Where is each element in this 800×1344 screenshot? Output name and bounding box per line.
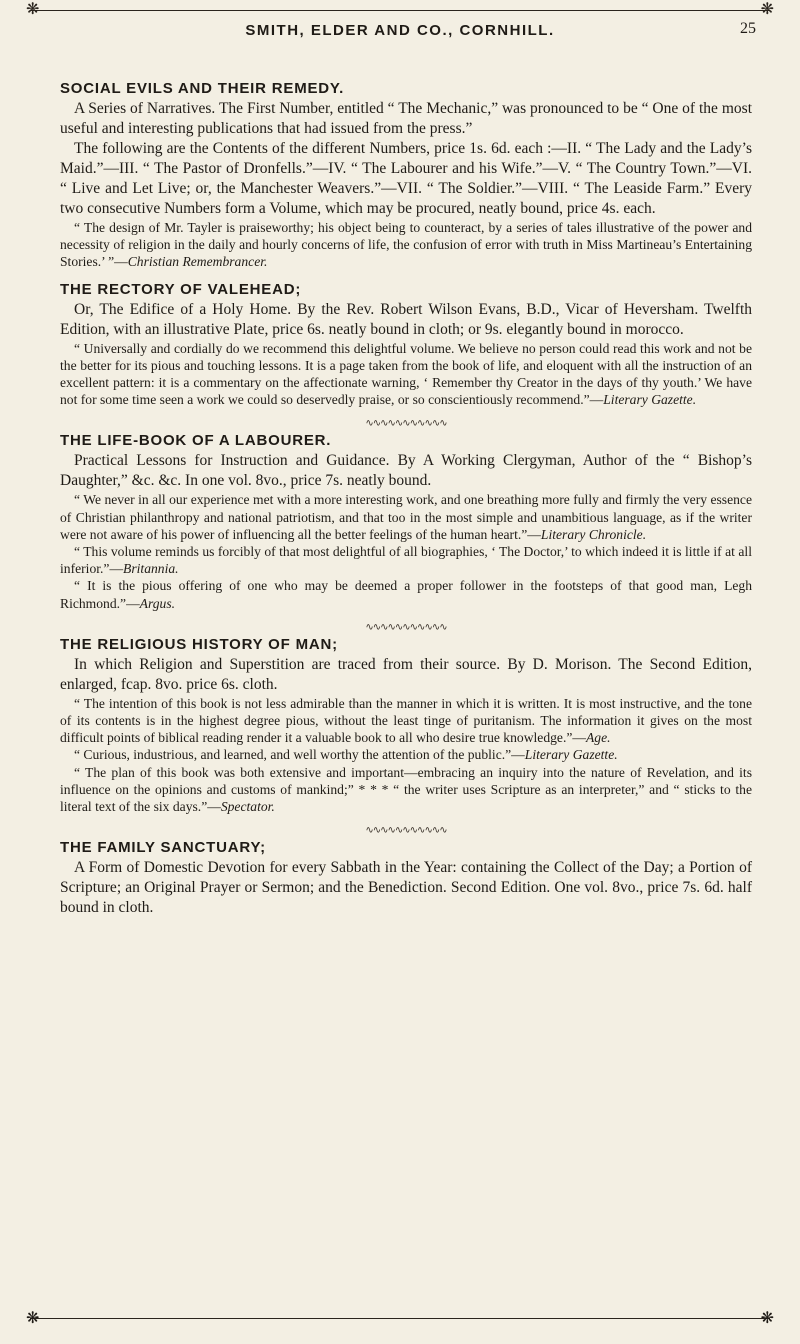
review-text: “ This volume reminds us forcibly of that most delightful of all biographies, ‘ The Doctor,’ to which indeed it is little if at all inferior.”— (60, 544, 752, 577)
section-lead: A Form of Domestic Devotion for every Sabbath in the Year: containing the Collect of the Day; a Portion of Scripture; an Original Prayer or Sermon; and the Benediction. Second Edition. One vol. 8vo., price 7s. 6d. half bound in cloth. (60, 859, 752, 917)
review-source: Literary Gazette. (603, 392, 697, 408)
corner-ornament-icon: ❋ (760, 1, 774, 18)
footer-rule (26, 1310, 774, 1327)
review-text: “ The design of Mr. Tayler is praiseworthy; his object being to counteract, by a series of tales illustrative of the power and necessity of religion in the daily and hourly concerns of life, the confusion of error with truth in Miss Martineau’s Entertaining Stories.’ ”— (60, 220, 752, 270)
corner-ornament-icon: ❋ (760, 1310, 774, 1327)
review-quote (60, 219, 752, 271)
advert-family-sanctuary (60, 839, 752, 918)
section-title: THE LIFE-BOOK OF A LABOURER. (60, 432, 332, 450)
page-number: 25 (740, 20, 756, 37)
review-source: Spectator. (220, 799, 275, 815)
review-text: “ The intention of this book is not less admirable than the manner in which it is written. It is most instructive, and the tone of its contents is in the highest degree pious, without the least tinge of puritanism. The information it gives on the most difficult points of biblical reading render it a valuable book to all who desire true knowledge.”— (60, 695, 752, 746)
advert-life-book-of-a-labourer (60, 432, 752, 611)
section-title: THE FAMILY SANCTUARY; (60, 839, 266, 857)
advert-religious-history-of-man (60, 636, 752, 815)
review-source: Literary Gazette. (524, 747, 618, 763)
separator-ornament: ∿∿∿∿∿∿∿∿∿∿∿ (365, 621, 447, 633)
review-quote (60, 340, 752, 409)
review-source: Britannia. (123, 561, 179, 577)
section-lead: In which Religion and Superstition are traced from their source. By D. Morison. The Second Edition, enlarged, fcap. 8vo. price 6s. cloth. (60, 655, 752, 693)
review-source: Literary Chronicle. (540, 526, 647, 542)
section-title: THE RELIGIOUS HISTORY OF MAN; (60, 635, 338, 653)
review-text: “ Universally and cordially do we recommend this delightful volume. We believe no person could read this work and not be the better for its pious and touching lessons. It is a page taken from the book of life, and eloquent with all the instruction of an excellent pattern: it is a commentary on the affectionate warning, ‘ Remember thy Creator in the days of thy youth.’ We have not for some time seen a work we could so deservedly praise, or so conscientiously recommend.”— (60, 340, 752, 408)
review-source: Argus. (139, 595, 176, 611)
section-lead: Or, The Edifice of a Holy Home. By the Rev. Robert Wilson Evans, B.D., Vicar of Heversham. Twelfth Edition, with an illustrative Plate, price 6s. neatly bound in cloth; or 9s. elegantly bound in morocco. (60, 300, 752, 338)
section-title: THE RECTORY OF VALEHEAD; (60, 280, 302, 298)
running-head: SMITH, ELDER AND CO., CORNHILL. (245, 22, 555, 39)
section-lead: A Series of Narratives. The First Number, entitled “ The Mechanic,” was pronounced to be “ One of the most useful and interesting publications that had issued from the press.” (60, 100, 752, 137)
section-lead: Practical Lessons for Instruction and Guidance. By A Working Clergyman, Author of the “ Bishop’s Daughter,” &c. &c. In one vol. 8vo., price 7s. neatly bound. (60, 452, 752, 490)
header-rule (30, 10, 770, 11)
review-quote (60, 764, 752, 816)
review-text: “ It is the pious offering of one who may be deemed a proper follower in the footsteps of that good man, Legh Richmond.”— (60, 578, 752, 611)
section-title: SOCIAL EVILS AND THEIR REMEDY. (60, 80, 345, 97)
advert-rectory-of-valehead (60, 281, 752, 409)
review-quote (60, 491, 752, 543)
advert-social-evils (60, 80, 752, 271)
review-quote (60, 577, 752, 611)
review-quote (60, 543, 752, 577)
page-header (26, 1, 774, 46)
corner-ornament-icon: ❋ (26, 1, 40, 18)
section-body: The following are the Contents of the different Numbers, price 1s. 6d. each :—II. “ The Lady and the Lady’s Maid.”—III. “ The Pastor of Dronfells.”—IV. “ The Labourer and his Wife.”—V. “ The Country Town.”—VI. “ Live and Let Live; or, the Manchester Weavers.”—VII. “ The Soldier.”—VIII. “ The Leaside Farm.” Every two consecutive Numbers form a Volume, which may be procured, neatly bound, price 4s. each. (60, 140, 752, 217)
review-text: “ We never in all our experience met with a more interesting work, and one breathing more fully and firmly the very essence of Christian philanthropy and national patriotism, and that too in the most simple and unambitious language, as if the writer were not aware of his power of influencing all the better feelings of the human heart.”— (60, 492, 752, 542)
review-quote (60, 746, 752, 763)
review-text: “ The plan of this book was both extensive and important—embracing an inquiry into the nature of Revelation, and its influence on the opinions and customs of mankind;” * * * “ the writer uses Scripture as an interpreter,” and “ sticks to the literal text of the six days.”— (60, 764, 752, 815)
page-content (60, 80, 752, 928)
separator-ornament: ∿∿∿∿∿∿∿∿∿∿∿ (365, 825, 447, 837)
review-quote (60, 695, 752, 747)
review-source: Age. (585, 730, 611, 746)
separator-ornament: ∿∿∿∿∿∿∿∿∿∿∿ (365, 418, 447, 430)
corner-ornament-icon: ❋ (26, 1310, 40, 1327)
review-source: Christian Remembrancer. (127, 254, 268, 270)
review-text: “ Curious, industrious, and learned, and well worthy the attention of the public.”— (74, 747, 525, 763)
